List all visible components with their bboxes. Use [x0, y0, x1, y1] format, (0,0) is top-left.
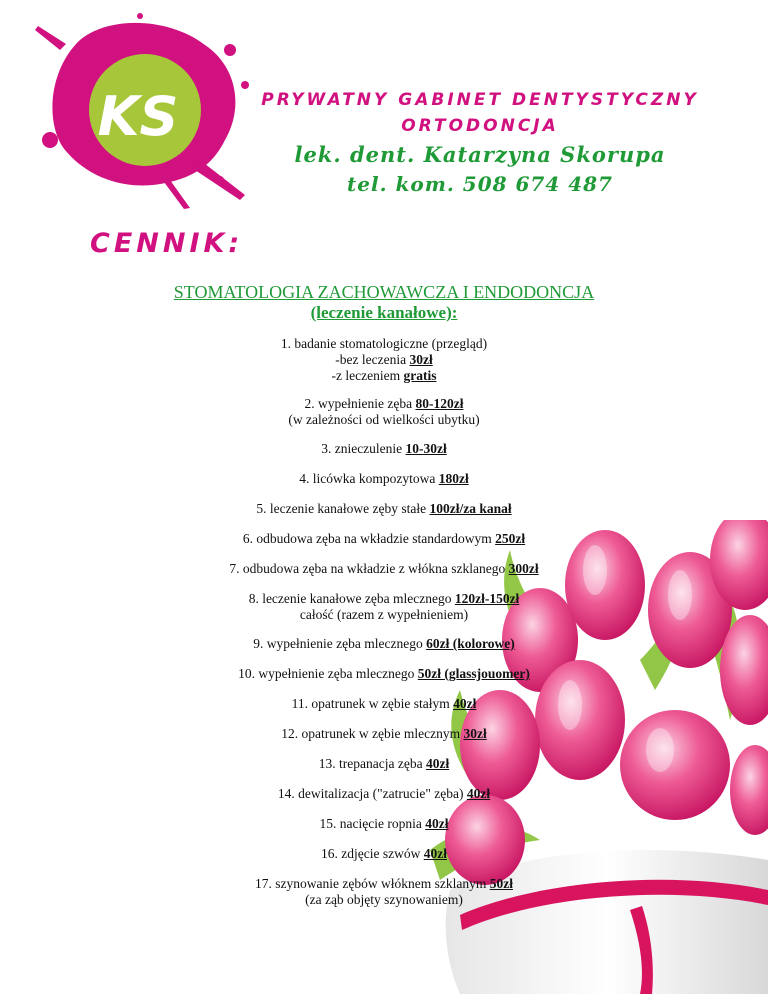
list-item: 11. opatrunek w zębie stałym 40zł — [291, 696, 477, 711]
specialty: ORTODONCJA — [401, 116, 559, 136]
price: 50zł — [489, 876, 513, 891]
price: 40zł — [466, 786, 491, 801]
list-item: 8. leczenie kanałowe zęba mlecznego 120zł-150zł — [248, 591, 520, 606]
price: 30zł — [463, 726, 487, 741]
doctor-name: lek. dent. Katarzyna Skorupa — [294, 142, 666, 167]
list-item: -z leczeniem gratis — [331, 368, 437, 383]
list-item: 3. znieczulenie 10-30zł — [321, 441, 447, 456]
section-subtitle: (leczenie kanałowe): — [310, 303, 458, 322]
list-item: 1. badanie stomatologiczne (przegląd) — [280, 336, 488, 351]
price: 10-30zł — [405, 441, 447, 456]
list-item: 7. odbudowa zęba na wkładzie z włókna szklanego 300zł — [229, 561, 539, 576]
clinic-name: PRYWATNY GABINET DENTYSTYCZNY — [261, 90, 699, 110]
list-item: 17. szynowanie zębów włóknem szklanym 50zł — [255, 876, 513, 891]
list-item: 4. licówka kompozytowa 180zł — [299, 471, 469, 486]
price: gratis — [403, 368, 437, 383]
list-item: 6. odbudowa zęba na wkładzie standardowym 250zł — [242, 531, 526, 546]
list-item: 2. wypełnienie zęba 80-120zł — [304, 396, 464, 411]
list-item: -bez leczenia 30zł — [335, 352, 433, 367]
price: 40zł — [425, 816, 449, 831]
price: 250zł — [495, 531, 526, 546]
list-item: 15. nacięcie ropnia 40zł — [319, 816, 449, 831]
price: 30zł — [409, 352, 433, 367]
price: 40zł — [423, 846, 447, 861]
logo-text: KS — [97, 85, 179, 148]
price-list-title: CENNIK: — [90, 228, 244, 259]
price: 80-120zł — [415, 396, 464, 411]
list-item: 13. trepanacja zęba 40zł — [318, 756, 450, 771]
section-title: STOMATOLOGIA ZACHOWAWCZA I ENDODONCJA — [173, 282, 595, 302]
price: 40zł — [453, 696, 477, 711]
price: 50zł (glassjouomer) — [417, 666, 530, 681]
list-item: (za ząb objęty szynowaniem) — [305, 892, 463, 907]
list-item: 10. wypełnienie zęba mlecznego 50zł (glassjouomer) — [238, 666, 530, 681]
price: 100zł/za kanał — [429, 501, 512, 516]
list-item: całość (razem z wypełnieniem) — [299, 607, 469, 622]
list-item: (w zależności od wielkości ubytku) — [288, 412, 480, 427]
price: 300zł — [508, 561, 539, 576]
price: 180zł — [438, 471, 469, 486]
price: 40zł — [425, 756, 450, 771]
list-item: 16. zdjęcie szwów 40zł — [321, 846, 447, 861]
list-item: 12. opatrunek w zębie mlecznym 30zł — [281, 726, 487, 741]
ks-logo — [20, 10, 260, 210]
price: 120zł-150zł — [454, 591, 520, 606]
list-item: 9. wypełnienie zęba mlecznego 60zł (kolorowe) — [253, 636, 515, 651]
list-item: 14. dewitalizacja ("zatrucie" zęba) 40zł — [277, 786, 491, 801]
list-item: 5. leczenie kanałowe zęby stałe 100zł/za kanał — [256, 501, 512, 516]
price: 60zł (kolorowe) — [426, 636, 515, 651]
phone-number: tel. kom. 508 674 487 — [347, 172, 613, 196]
